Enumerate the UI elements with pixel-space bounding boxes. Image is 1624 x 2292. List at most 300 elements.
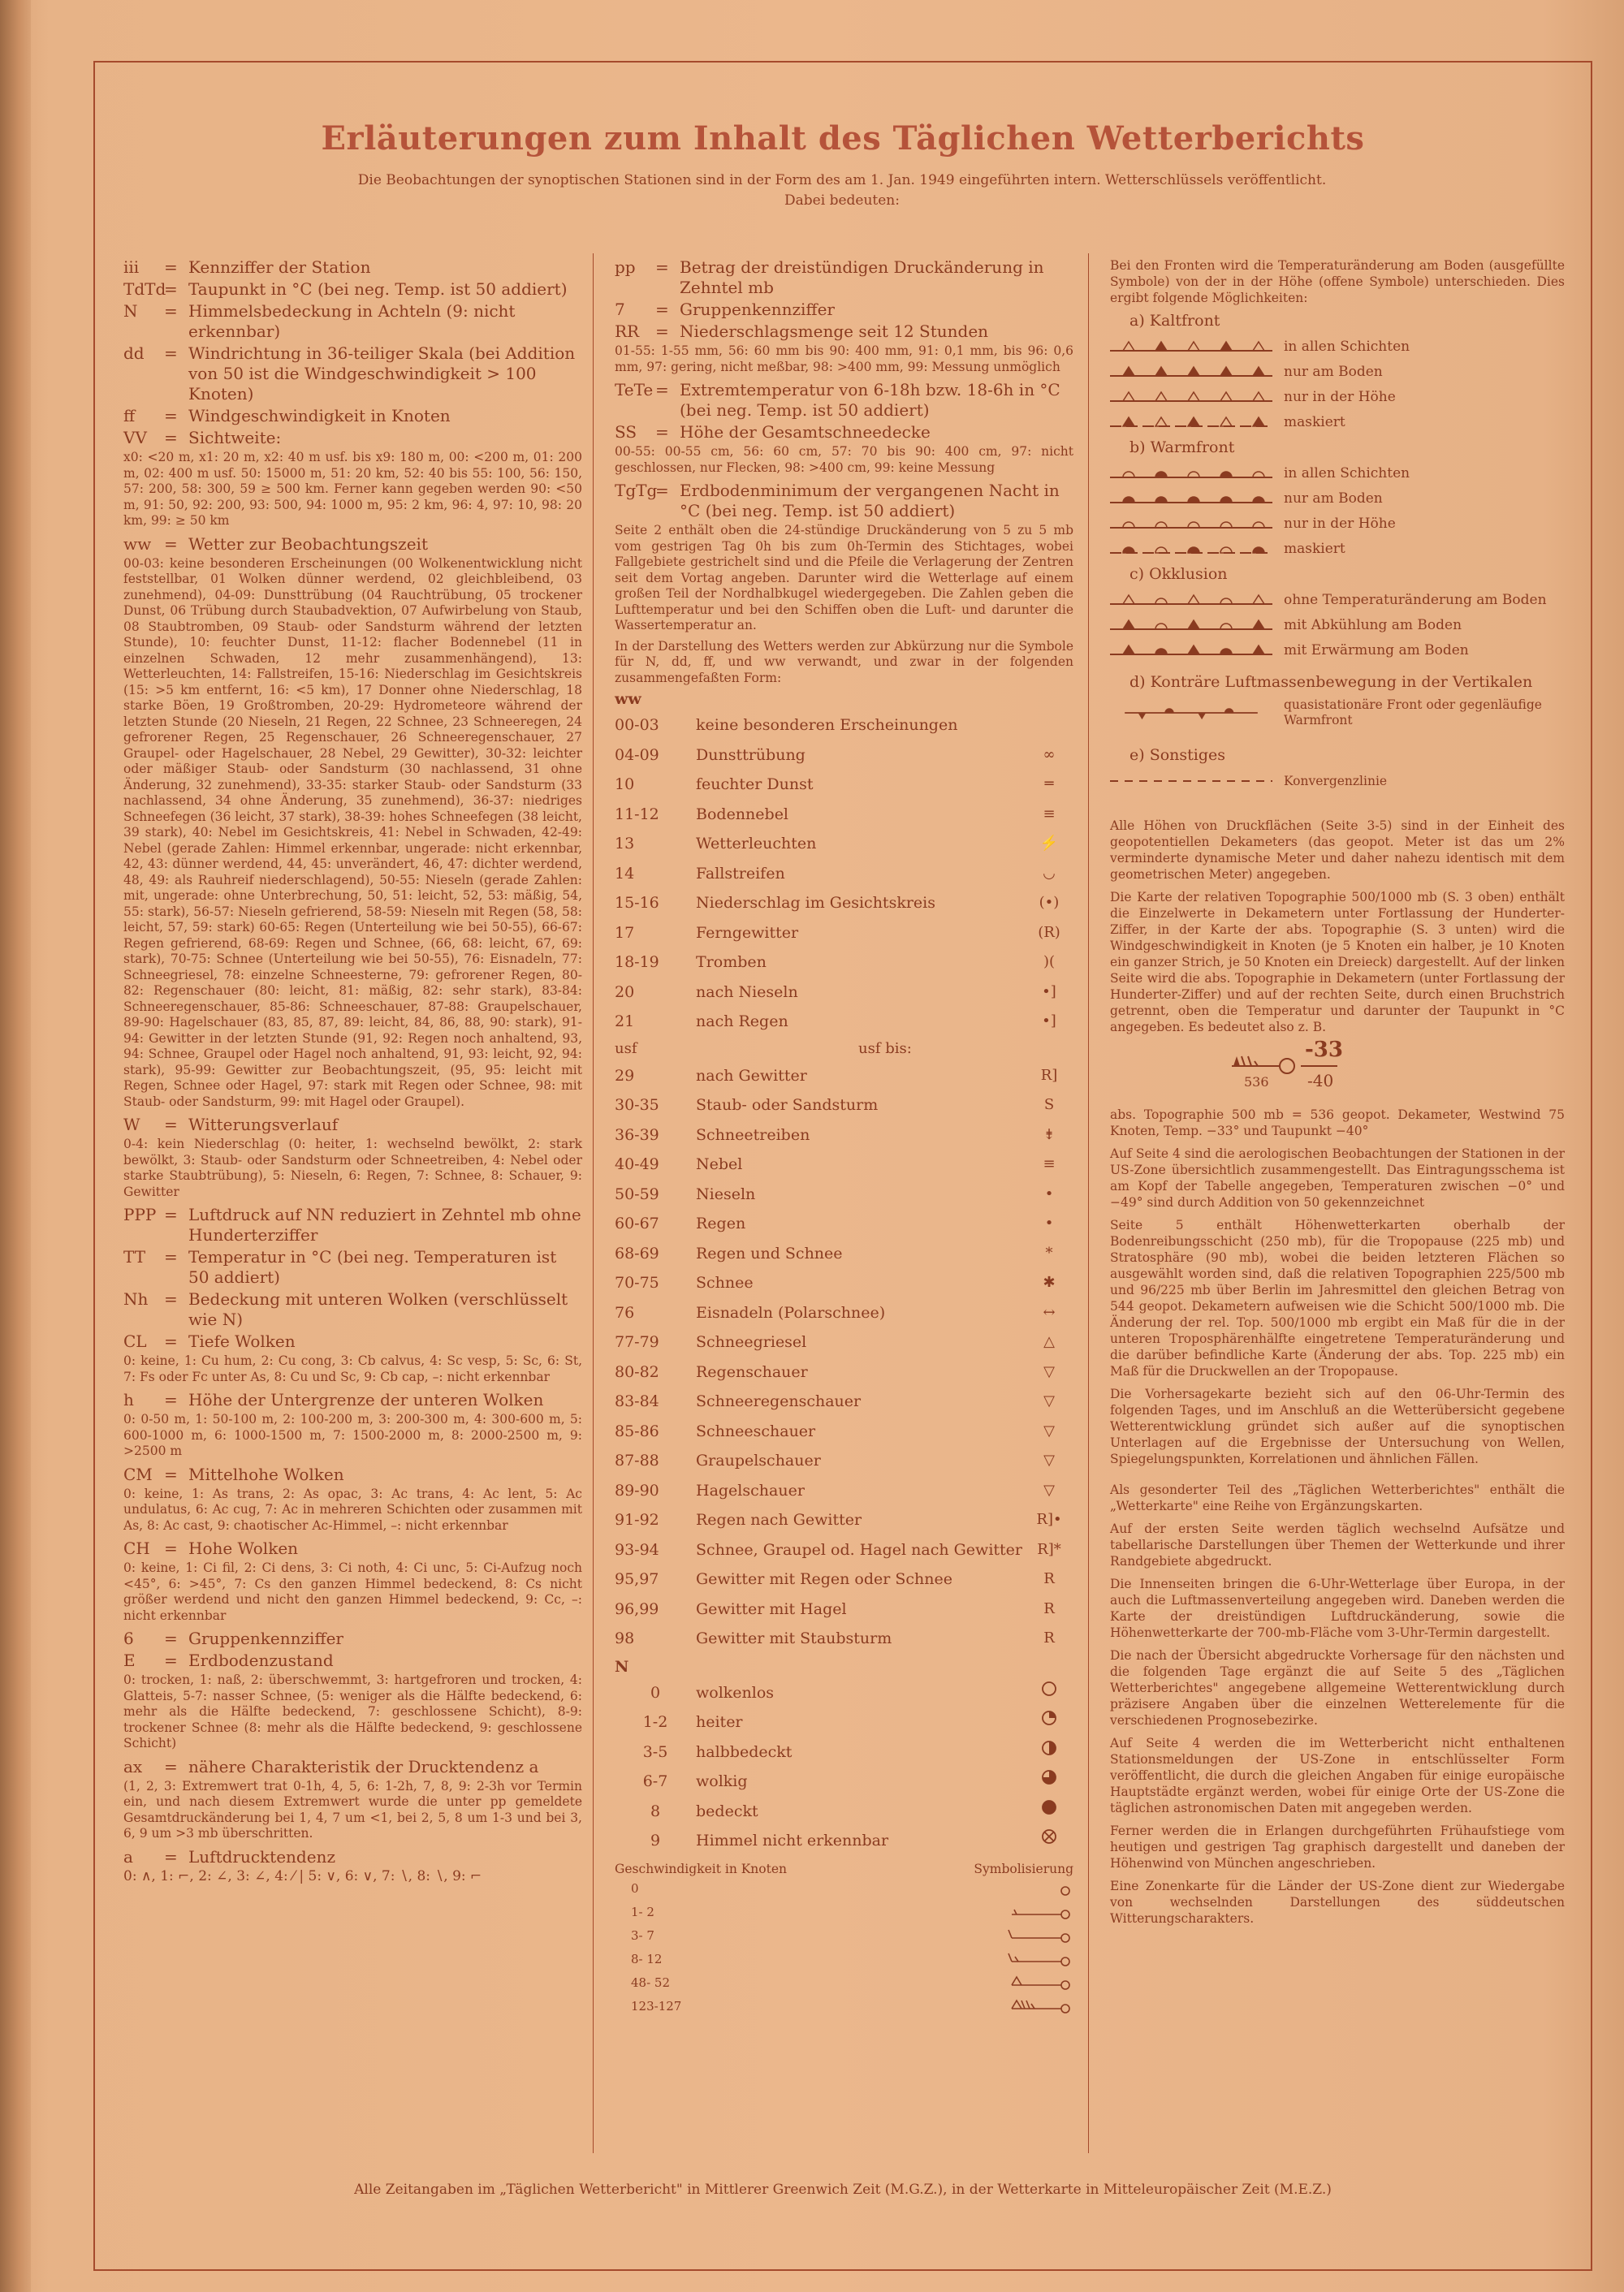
ww-code: 89-90 [615,1481,659,1500]
cloud-cover-circle-icon [1041,1828,1057,1845]
code-entry [123,406,582,426]
ww-code-row [615,1446,1073,1476]
code-label: Windgeschwindigkeit in Knoten [188,406,451,425]
ww-meaning: Regenschauer [696,1362,808,1381]
wind-row [615,1877,1073,1901]
ww-symbol-icon: • [1044,1185,1054,1202]
cm-label: Mittelhohe Wolken [188,1464,344,1484]
ww-code: 70-75 [615,1274,659,1292]
ww-symbol-icon: S [1043,1096,1055,1113]
ww-text: 00-03: keine besonderen Erscheinungen (00 Wolkenentwicklung nicht feststellbar, 01 Wolken dünner werdend, 02 gleichbleibend, 03 zunehmend), 04-09: Dunsttrübung (04 Rauchtrübung, 05 trockener Dunst, 06 Trübung durch Staubadvektion, 07 Aufwirbelung von Staub, 08 Staubtromben, 09 Staub- oder Sandsturm während der letzten Stunde), 10: feuchter Dunst, 11-12: flacher Bodennebel (11 in einzelnen Schwaden, 12 mehr zusammenhängend), 13: Wetterleuchten, 14: Fallstreifen, 15-16: Niederschlag im Gesichtskreis (15: >5 km entfernt, 16: <5 km), 17 Donner ohne Niederschlag, 18 starke Böen, 19 Großtromben, 20-29: Hydrometeore während der letzten Stunde (20 Nieseln, 21 Regen, 22 Schnee, 23 Schneeregen, 24 gefrorener Regen, 25 Regenschauer, 26 Schneeregenschauer, 27 Graupel- oder Hagelschauer, 28 Nebel, 29 Gewitter), 30-32: leichter oder mäßiger Staub- oder Sandsturm (30 nachlassend, 31 ohne Änderung, 32 zunehmend), 33-35: starker Staub- oder Sandsturm (33 nachlassend, 34 ohne Änderung, 35 zunehmend), 36-37: niedriges Schneefegen (36 leicht, 37 stark), 38-39: hohes Schneefegen (38 leicht, 39 stark), 40: Nebel im Gesichtskreis, 41: Nebel in Schwaden, 42-49: Nebel (gerade Zahlen: Himmel erkennbar, ungerade: nicht erkennbar, 42, 43: dünner werdend, 44, 45: unverändert, 46, 47: dichter werdend, 48, 49: als Rauhreif niederschlagend), 50-55: Nieseln (gerade Zahlen: mit, ungerade: ohne Unterbrechung, 50, 51: leicht, 52, 53: mäßig, 54, 55: stark), 56-57: Nieseln gefrierend, 58-59: Nieseln mit Regen (58, 58: leicht, 57, 59: stark) 60-65: Regen (Unterteilung wie bei 50-55), 66-67: Regen gefrierend, 68-69: Regen und Schnee, (66, 68: leicht, 67, 69: stark), 70-75: Schnee (Unterteilung wie bei 50-55), 76: Eisnadeln, 77: Schneegriesel, 78: einzelne Schneesterne, 79: gefrorener Regen, 80-82: Regenschauer (80: leicht, 81: mäßig, 82: sehr stark), 83-84: Schneeregenschauer, 85-86: Schneeschauer, 87-88: Graupelschauer, 89-90: Hagelschauer (83, 85, 87, 89: leicht, 84, 86, 88, 90: stark), 91-94: Gewitter in der letzten Stunde (91, 92: Regen noch anhaltend, 93, 94: Schnee, Graupel oder Hagel noch anhaltend, 91, 93: leicht, 92, 94: stark), 95-99: Gewitter zur Beobachtungszeit, (95, 95: leicht mit Regen, Schnee oder Hagel, 97: stark mit Regen oder Schnee, 98: mit Staub- oder Sandsturm, 99: mit Hagel oder Graupel). [123,555,582,1109]
front-description: nur am Boden [1284,363,1383,380]
warm-front-symbol [1110,542,1272,556]
right-p1: Alle Höhen von Druckflächen (Seite 3-5) sind in der Einheit des geopotentiellen Dekameters (das geopot. Meter ist das um 2% verminderte dynamische Meter und daher nahezu identisch mit dem geometrischen Meter) angegeben. [1110,818,1565,882]
ax-label: nähere Charakteristik der Drucktendenz a [188,1756,539,1776]
ww-meaning: Tromben [696,953,767,971]
equals-sign: = [655,257,669,277]
middle-column [615,257,1073,2018]
ww-code-list [615,710,1073,1037]
n-meaning: bedeckt [696,1802,758,1820]
cloud-cover-circle-icon [1041,1710,1057,1726]
right-p7: Als gesonderter Teil des „Täglichen Wetterberichtes" enthält die „Wetterkarte" eine Reihe von Ergänzungskarten. [1110,1483,1565,1513]
equals-sign: = [164,257,178,277]
code-key: pp [615,257,636,277]
ww-code-row [615,1150,1073,1180]
front-description: mit Abkühlung am Boden [1284,616,1462,633]
code-key: VV [123,428,147,447]
n-code: 3-5 [642,1742,668,1761]
seite2-text: Seite 2 enthält oben die 24-stündige Druckänderung von 5 zu 5 mb vom gestrigen Tag 0h bis zum 0h-Termin des Stichtages, wobei Fallgebiete gestrichelt sind und die Pfeile die Verlagerung der Zentren seit dem Vortag angeben. Darunter wird die Wetterlage auf einem großen Teil der Nordhalbkugel wiedergegeben. Die Zahlen geben die Lufttemperatur und bei den Schiffen oben die Luft- und darunter die Wassertemperatur an. [615,523,1073,632]
ww-code-row [615,710,1073,740]
n-code: 0 [650,1683,661,1702]
wind-barb-icon [1000,1903,1073,1921]
front-description: nur in der Höhe [1284,515,1396,532]
ww-meaning: Schneeschauer [696,1422,816,1440]
ww-code: 60-67 [615,1215,659,1232]
ww-code: 91-92 [615,1511,659,1529]
ww-code-row [615,770,1073,800]
code-label: Betrag der dreistündigen Druckänderung in Zehntel mb [680,257,1044,297]
cloud-cover-icon [1025,1678,1073,1708]
ww-code-row [615,1090,1073,1120]
equals-sign: = [655,322,669,341]
wind-barb-icon [1000,1927,1073,1945]
page-title: Erläuterungen zum Inhalt des Täglichen Wetterberichts [321,119,1365,158]
ww-code-row [615,1209,1073,1239]
tgtg-key: TgTg [615,481,658,500]
ww-code-row [615,1595,1073,1625]
front-description: mit Erwärmung am Boden [1284,641,1469,658]
ww-meaning: Gewitter mit Staubsturm [696,1629,892,1647]
subtitle: Die Beobachtungen der synoptischen Stationen sind in der Form des am 1. Jan. 1949 eingeführten intern. Wetterschlüssels veröffentlicht. [357,172,1327,188]
ww-symbol-icon: •] [1042,1012,1056,1029]
ww-symbol-icon: R]• [1036,1511,1062,1528]
occl-front-symbol [1110,618,1272,632]
right-p10: Die nach der Übersicht abgedruckte Vorhersage für den nächsten und die folgenden Tage ergänzt die auf Seite 5 des „Täglichen Wetterberichtes" angegebene allgemeine Wetterentwicklung durch präzisere Angaben über die einzelnen Wetterelemente für die verschiedenen Prognosebezirke. [1110,1648,1565,1728]
code-label: Sichtweite: [188,428,282,447]
ww-meaning: keine besonderen Erscheinungen [696,716,958,734]
ww-symbol-icon: R [1043,1629,1055,1647]
wind-header [615,1861,1073,1877]
code-entry [123,257,582,278]
h-entry: h = Höhe der Untergrenze der unteren Wolken [123,1390,582,1410]
cl-label: Tiefe Wolken [188,1332,296,1351]
ww-meaning: Schneegriesel [696,1333,807,1351]
column-divider-1 [593,253,594,2153]
cold-front-symbol [1110,415,1272,429]
ww-meaning: Nieseln [696,1185,756,1203]
ww-meaning: Gewitter mit Regen oder Schnee [696,1570,952,1588]
ww-symbol-icon: ✱ [1043,1274,1056,1291]
ww-code: 76 [615,1303,635,1322]
w-entry: W = Witterungsverlauf [123,1115,582,1135]
wind-header-right: Symbolisierung [974,1861,1073,1876]
n-heading: N [615,1657,629,1676]
ww-meaning: Regen [696,1215,746,1232]
wind-speed: 3- 7 [631,1928,654,1943]
right-p6: Die Vorhersagekarte bezieht sich auf den 06-Uhr-Termin des folgenden Tages, und im Anschluß an die Wetterübersicht gegebene Wetterentwicklung gründet sich außer auf die synoptischen Unterlagen auf die Ergebnisse der Untersuchung von Wellen, Spiegelungspunkten, Korrelationen und ähnlichen Fällen. [1110,1387,1565,1466]
wind-speed: 0 [631,1881,639,1896]
ww-symbol-icon: )( [1043,953,1056,970]
front-row [1110,511,1565,536]
nh-key: Nh [123,1289,149,1309]
wind-header-left: Geschwindigkeit in Knoten [615,1861,788,1876]
usf-right: usf bis: [858,1039,912,1057]
code-entry [123,343,582,404]
n-meaning: halbbedeckt [696,1742,793,1761]
wind-speed: 48- 52 [631,1975,671,1990]
ww-meaning: Niederschlag im Gesichtskreis [696,894,935,912]
ww-symbol-icon: ↔ [1043,1303,1056,1321]
code-entry [123,428,582,448]
left-column [123,257,582,1889]
binding-edge [0,0,31,2292]
front-description: nur in der Höhe [1284,388,1396,405]
ch-label: Hohe Wolken [188,1539,299,1558]
ww-code-row [615,1358,1073,1388]
ww-code: 04-09 [615,745,659,764]
tgtg-label: Erdbodenminimum der vergangenen Nacht in °C (bei neg. Temp. ist 50 addiert) [680,481,1060,520]
ww-meaning: Schnee [696,1274,754,1292]
ww-symbol-icon: ≡ [1043,805,1056,822]
tgtg-entry: TgTg = Erdbodenminimum der vergangenen Nacht in °C (bei neg. Temp. ist 50 addiert) [615,481,1073,521]
ww-symbol-icon: •] [1042,982,1056,1000]
equals-sign: = [164,406,178,425]
cm-text: 0: keine, 1: As trans, 2: As opac, 3: Ac trans, 4: Ac lent, 5: Ac undulatus, 6: Ac cug, 7: Ac in mehreren Schichten oder zusammen mit As, 8: Ac cast, 9: chaotischer Ac-Himmel, –: nicht erkennbar [123,1486,582,1533]
fronts-intro: Bei den Fronten wird die Temperaturänderung am Boden (ausgefüllte Symbole) von der in der Höhe (offene Symbole) unterschieden. Dies ergibt folgende Möglichkeiten: [1110,258,1565,305]
ww-code-row [615,978,1073,1008]
ax-key: ax [123,1756,143,1776]
ss-text: 00-55: 00-55 cm, 56: 60 cm, 57: 70 bis 90: 400 cm, 97: nicht geschlossen, nur Flecken, 98: >400 cm, 99: keine Messung [615,444,1073,475]
front-description: maskiert [1284,540,1345,557]
n-code-list [615,1678,1073,1856]
a-key: a [123,1846,133,1867]
subtitle-2: Dabei bedeuten: [784,192,900,209]
ww-meaning: Eisnadeln (Polarschnee) [696,1303,886,1322]
usf-left: usf [615,1039,637,1057]
vv-text: x0: <20 m, x1: 20 m, x2: 40 m usf. bis x9: 180 m, 00: <200 m, 01: 200 m, 02: 400 m usf. 50: 15000 m, 51: 20 km, 52: 40 bis 55: 100, 56: 150, 57: 200, 58: 300, 59 ≥ 500 km. Ferner kann gegeben werden 90: <50 m, 91: 50, 92: 200, 93: 500, 94: 1000 m, 95: 2 km, 96: 4, 97: 10, 98: 20 km, 99: ≥ 50 km [123,450,582,528]
ww-code-row [615,1298,1073,1328]
ww-meaning: Hagelschauer [696,1481,805,1500]
ww-code: 93-94 [615,1540,659,1559]
front-section-label: a) Kaltfront [1129,312,1220,330]
n-meaning: wolkenlos [696,1683,775,1702]
front-section-label: c) Okklusion [1129,565,1228,583]
ww-code: 96,99 [615,1599,659,1618]
left-entries [123,257,582,448]
n-code-row [615,1826,1073,1856]
cm-entry: CM = Mittelhohe Wolken [123,1465,582,1485]
ww-symbol-icon: ▽ [1043,1481,1055,1499]
ww-code: 00-03 [615,716,659,734]
ww-symbol-icon: (•) [1039,894,1060,911]
e-label: Erdbodenzustand [188,1651,334,1670]
equals-sign: = [164,428,178,447]
station-example [1110,1038,1565,1107]
ch-text: 0: keine, 1: Ci fil, 2: Ci dens, 3: Ci noth, 4: Ci unc, 5: Ci-Aufzug noch <45°, 6: >45°, 7: Cs den ganzen Himmel bedeckend, 8: Cs nicht größer werdend und nicht den ganzen Himmel bedeckend, 9: Cc, –: nicht erkennbar [123,1560,582,1623]
nh-label: Bedeckung mit unteren Wolken (verschlüsselt wie N) [188,1289,568,1329]
code-entry [615,257,1073,298]
code-key: 7 [615,300,625,319]
ww-symbol-icon: ▽ [1043,1392,1055,1409]
tt-entry: TT = Temperatur in °C (bei neg. Temperaturen ist 50 addiert) [123,1247,582,1288]
ww-symbol-icon: * [1045,1244,1053,1262]
six-label: Gruppenkennziffer [188,1629,343,1648]
n-code-row [615,1767,1073,1797]
wind-list [615,1877,1073,2018]
ww-code: 11-12 [615,805,659,823]
ch-key: CH [123,1539,150,1558]
code-key: TdTd [123,279,166,299]
example-dewpoint: -40 [1307,1071,1334,1090]
ss-entry: SS = Höhe der Gesamtschneedecke [615,422,1073,442]
code-entry [123,279,582,300]
d-text: quasistationäre Front oder gegenläufige Warmfront [1284,697,1542,727]
n-code-row [615,1707,1073,1737]
usf-row [615,1037,1073,1061]
wind-speed: 8- 12 [631,1952,663,1966]
ww-symbol-icon: R [1043,1599,1055,1617]
ww-label: Wetter zur Beobachtungszeit [188,533,428,554]
n-code: 8 [650,1802,661,1820]
example-number: 536 [1244,1074,1269,1090]
ww-code-row [615,888,1073,918]
right-column [1110,257,1565,1933]
cloud-cover-circle-icon [1041,1740,1057,1756]
a-text: 0: ∧, 1: ⌐, 2: ∠, 3: ∠, 4: ⁄ | 5: ∨, 6: ∨, 7: ∖, 8: ∖, 9: ⌐ [123,1867,482,1884]
cl-entry: CL = Tiefe Wolken [123,1332,582,1352]
ww-meaning: feuchter Dunst [696,775,814,793]
ww-symbol-icon: ∞ [1043,745,1056,763]
ww-symbol-icon: ▽ [1043,1422,1055,1440]
ww-meaning: Ferngewitter [696,923,799,942]
equals-sign: = [655,300,669,319]
six-entry: 6 = Gruppenkennziffer [123,1629,582,1649]
ww-entry: ww = Wetter zur Beobachtungszeit [123,534,582,555]
wind-row [615,1995,1073,2018]
ww-symbol-icon: ═ [1044,775,1054,792]
e-row [1110,768,1565,793]
code-entry [123,301,582,342]
nh-entry: Nh = Bedeckung mit unteren Wolken (verschlüsselt wie N) [123,1289,582,1330]
ww-meaning: Bodennebel [696,805,789,823]
ww-meaning: Nebel [696,1155,743,1173]
ww-code: 98 [615,1629,635,1647]
ww-meaning: Fallstreifen [696,864,785,883]
w-text: 0-4: kein Niederschlag (0: heiter, 1: wechselnd bewölkt, 2: stark bewölkt, 3: Staub- oder Sandsturm oder Schneetreiben, 4: Nebel oder starke Staubtrübung), 5: Nieseln, 6: Regen, 7: Schnee, 8: Schauer, 9: Gewitter [123,1137,582,1199]
cloud-cover-circle-icon [1041,1769,1057,1785]
warm-front-symbol [1110,466,1272,481]
ww-meaning: Dunsttrübung [696,745,806,764]
n-meaning: wolkig [696,1772,748,1790]
ch-entry: CH = Hohe Wolken [123,1539,582,1559]
code-key: N [123,301,138,321]
ww-code: 15-16 [615,894,659,912]
ww-symbol-icon: ⚡ [1039,835,1059,852]
n-meaning: Himmel nicht erkennbar [696,1832,889,1850]
wind-row [615,1948,1073,1971]
ww-code-row [615,947,1073,978]
cm-key: CM [123,1464,153,1484]
six-key: 6 [123,1629,134,1648]
ww-heading: ww [615,690,641,708]
code-key: dd [123,343,145,363]
ww-meaning: Regen und Schnee [696,1244,843,1263]
example-temperature: -33 [1305,1038,1343,1062]
ww-code: 36-39 [615,1125,659,1144]
ww-meaning: Gewitter mit Hagel [696,1599,847,1618]
n-meaning: heiter [696,1713,743,1731]
front-row [1110,334,1565,359]
front-row [1110,460,1565,486]
ww-code: 80-82 [615,1362,659,1381]
w-key: W [123,1115,140,1134]
ww-meaning: nach Gewitter [696,1066,807,1085]
front-description: in allen Schichten [1284,338,1410,355]
ww-code: 87-88 [615,1452,659,1470]
n-code: 9 [650,1832,661,1850]
a-label: Luftdrucktendenz [188,1846,335,1867]
e-text: 0: trocken, 1: naß, 2: überschwemmt, 3: hartgefroren und trocken, 4: Glatteis, 5-7: nasser Schnee, (5: weniger als die Hälfte bedeckend, 6: mehr als die Hälfte bedeckend, 7: geschlossene Schicht), 8-9: trockener Schnee (8: mehr als die Hälfte bedeckend, 9: geschlossene Schicht) [123,1673,582,1750]
ww-code-row [615,1505,1073,1535]
code-label: Kennziffer der Station [188,257,371,277]
ww-meaning: nach Regen [696,1012,788,1030]
n-code-row [615,1678,1073,1708]
tete-key: TeTe [615,380,654,399]
ww-code: 21 [615,1012,635,1030]
darstellung-text: In der Darstellung des Wetters werden zur Abkürzung nur die Symbole für N, dd, ff, und ww verwandt, und zwar in der folgenden zusammengefaßten Form: [615,638,1073,685]
ww-code: 18-19 [615,953,659,971]
ww-symbol-icon: (R) [1038,923,1060,941]
n-code-row [615,1797,1073,1827]
ww-code-row [615,1327,1073,1358]
ww-symbol-icon: R] [1040,1066,1058,1084]
ppp-key: PPP [123,1205,157,1224]
ww-code-row [615,1268,1073,1298]
front-row [1110,486,1565,511]
code-entry [615,300,1073,320]
ww-code-row [615,1061,1073,1091]
equals-sign: = [164,301,178,321]
ww-code-row [615,1476,1073,1506]
front-description: in allen Schichten [1284,464,1410,481]
code-label: Himmelsbedeckung in Achteln (9: nicht erkennbar) [188,301,516,341]
h-text: 0: 0-50 m, 1: 50-100 m, 2: 100-200 m, 3: 200-300 m, 4: 300-600 m, 5: 600-1000 m, 6: 1000-1500 m, 7: 1500-2000 m, 8: 2000-2500 m, 9: >2500 m [123,1412,582,1458]
ww-meaning: Wetterleuchten [696,835,817,852]
ww-code-row [615,1565,1073,1595]
e-entry: E = Erdbodenzustand [123,1651,582,1671]
cloud-cover-icon [1025,1767,1073,1797]
code-label: Windrichtung in 36-teiliger Skala (bei Addition von 50 ist die Windgeschwindigkeit > 100 Knoten) [188,343,576,404]
front-description: maskiert [1284,413,1345,430]
page-frame [93,61,1592,2271]
cloud-cover-circle-icon [1041,1681,1057,1697]
wind-barb-icon [1000,1997,1073,2015]
ww-code-row [615,1624,1073,1654]
ww-meaning: Regen nach Gewitter [696,1511,862,1529]
fronts-legend [1110,313,1565,663]
ww-code-row [615,1535,1073,1565]
wind-barb-icon [1000,1974,1073,1992]
front-row [1110,409,1565,434]
ww-code-row [615,1180,1073,1210]
ww-code: 30-35 [615,1096,659,1114]
wind-barb-icon [1000,1950,1073,1968]
front-row [1110,587,1565,612]
w-label: Witterungsverlauf [188,1115,339,1134]
ww-code: 83-84 [615,1392,659,1410]
ss-key: SS [615,422,637,442]
ppp-entry: PPP = Luftdruck auf NN reduziert in Zehntel mb ohne Hunderterziffer [123,1205,581,1245]
code-label: Gruppenkennziffer [680,300,835,319]
code-entry [615,322,1073,342]
occl-front-symbol [1110,593,1272,607]
n-code: 6-7 [642,1772,668,1790]
front-section-label: b) Warmfront [1129,438,1235,456]
ww-meaning: Schnee, Graupel od. Hagel nach Gewitter [696,1540,1022,1559]
code-key: ff [123,406,136,425]
front-row [1110,359,1565,384]
ww-code-list-2 [615,1061,1073,1654]
right-p3: abs. Topographie 500 mb = 536 geopot. Dekameter, Westwind 75 Knoten, Temp. −33° und Taupunkt −40° [1110,1107,1565,1138]
ww-symbol-icon: △ [1043,1333,1055,1350]
ww-key: ww [123,533,152,554]
cloud-cover-icon [1025,1797,1073,1827]
wind-barb-icon [1000,1880,1073,1897]
right-p5: Seite 5 enthält Höhenwetterkarten oberhalb der Bodenreibungsschicht (250 mb), für die Tropopause (225 mb) und Stratosphäre (90 mb), wobei die beiden letzteren Flächen so ausgewählt worden sind, daß die relativen Topographien 225/500 mb und 96/225 mb über Berlin im Jahresmittel den gleichen Betrag von 544 geopot. Dekametern aufweisen wie die Schicht 500/1000 mb. Die Änderung der rel. Top. 500/1000 mb ergibt ein Maß für die in der unteren Troposphärenhälfte eingetretene Temperaturänderung und die darüber befindliche Karte (Änderung der abs. Top. 225 mb) ein Maß für die Druckwellen an der Tropopause. [1110,1218,1565,1379]
ww-symbol-icon: ▽ [1043,1452,1055,1469]
code-key: RR [615,322,640,341]
ww-code: 77-79 [615,1333,659,1351]
ww-code: 68-69 [615,1244,659,1263]
ww-code-row [615,1417,1073,1447]
ww-meaning: Graupelschauer [696,1452,821,1470]
ww-symbol-icon: ◡ [1043,864,1056,882]
cloud-cover-icon [1025,1707,1073,1737]
right-p8: Auf der ersten Seite werden täglich wechselnd Aufsätze und tabellarische Darstellungen über Themen der Wetterkunde und ihrer Randgebiete abgedruckt. [1110,1522,1565,1569]
cold-front-symbol [1110,339,1272,354]
quasistationary-front-symbol [1110,706,1272,720]
code-label: Taupunkt in °C (bei neg. Temp. ist 50 addiert) [188,279,568,299]
ww-code-row [615,740,1073,770]
right-p2: Die Karte der relativen Topographie 500/1000 mb (S. 3 oben) enthält die Einzelwerte in Dekametern unter Fortlassung der Hunderter-Ziffer, in der Karte der abs. Topographie (S. 3 unten) wird die Windgeschwindigkeit in Knoten (je 5 Knoten ein halber, je 10 Knoten ein ganzer Strich, je 50 Knoten ein Dreieck) dargestellt. Auf der linken Seite wird die abs. Topographie in Dekametern (unter Fortlassung der Hunderter-Ziffer) und auf der rechten Seite, durch einen Bruchstrich getrennt, oben die Temperatur und darunter der Taupunkt in °C angegeben. Es bedeutet also z. B. [1110,890,1565,1034]
d-label: d) Konträre Luftmassenbewegung in der Vertikalen [1129,673,1533,691]
ww-code-row [615,1120,1073,1150]
front-description: nur am Boden [1284,490,1383,507]
ww-code: 20 [615,982,635,1001]
tete-label: Extremtemperatur von 6-18h bzw. 18-6h in °C (bei neg. Temp. ist 50 addiert) [680,380,1060,420]
ww-code-row [615,1387,1073,1417]
e-text: Konvergenzlinie [1284,773,1388,788]
footer-note: Alle Zeitangaben im „Täglichen Wetterbericht" in Mittlerer Greenwich Zeit (M.G.Z.), in der Wetterkarte in Mitteleuropäischer Zeit (M.E.Z.) [354,2182,1332,2198]
ww-symbol-icon [1025,710,1073,740]
ww-code-row [615,859,1073,889]
ww-meaning: Schneetreiben [696,1125,810,1144]
right-p9: Die Innenseiten bringen die 6-Uhr-Wetterlage über Europa, in der auch die Luftmassenverteilung angegeben wird. Daneben werden die Karte der dreistündigen Luftdruckänderung, sowie die Höhenwetterkarte der 700-mb-Fläche vom 3-Uhr-Termin dargestellt. [1110,1577,1565,1640]
cloud-cover-circle-icon [1041,1799,1057,1815]
ppp-label: Luftdruck auf NN reduziert in Zehntel mb ohne Hunderterziffer [188,1205,581,1245]
code-label: Niederschlagsmenge seit 12 Stunden [680,322,989,341]
cl-text: 0: keine, 1: Cu hum, 2: Cu cong, 3: Cb calvus, 4: Sc vesp, 5: Sc, 6: St, 7: Fs oder Fc unter As, 8: Cu und Sc, 9: Cb cap, –: nicht erkennbar [123,1353,582,1384]
ww-code: 17 [615,923,635,942]
warm-front-symbol [1110,516,1272,531]
cold-front-symbol [1110,365,1272,379]
ww-code: 95,97 [615,1570,659,1588]
ww-code: 13 [615,835,635,852]
ww-code-row [615,1007,1073,1037]
ww-symbol-icon: • [1044,1215,1054,1232]
wind-row [615,1924,1073,1948]
